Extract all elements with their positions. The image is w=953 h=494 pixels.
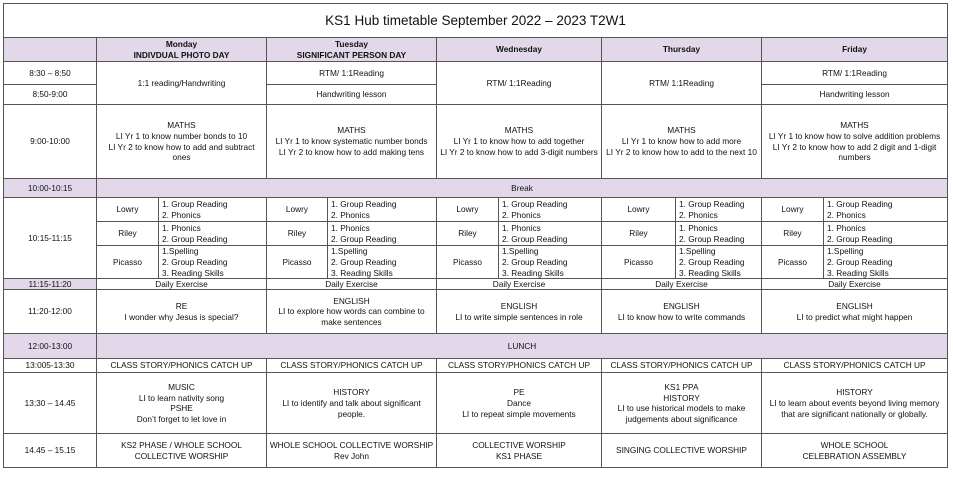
fri-english: ENGLISH LI to predict what might happen xyxy=(762,290,948,334)
time-1015: 10:15-11:15 xyxy=(4,198,97,279)
timetable-page xyxy=(3,3,947,490)
time-1115: 11:15-11:20 xyxy=(4,279,97,290)
mon-group-picasso: Picasso xyxy=(97,246,159,279)
time-1330: 13:30 – 14.45 xyxy=(4,373,97,434)
mon-early: 1:1 reading/Handwriting xyxy=(97,62,267,105)
mon-afternoon: MUSIC LI to learn nativity song PSHE Don’t forget to let love in xyxy=(97,373,267,434)
thu-maths: MATHS LI Yr 1 to know how to add more LI Yr 2 to know how to add to the next 10 xyxy=(602,105,762,179)
time-850: 8:50-9:00 xyxy=(4,85,97,105)
time-1120: 11:20-12:00 xyxy=(4,290,97,334)
mon-english: RE I wonder why Jesus is special? xyxy=(97,290,267,334)
mon-maths: MATHS LI Yr 1 to know number bonds to 10 LI Yr 2 to know how to add and subtract ones xyxy=(97,105,267,179)
wed-afternoon: PE Dance LI to repeat simple movements xyxy=(437,373,602,434)
fri-group-picasso-items: 1.Spelling 2. Group Reading 3. Reading Skills xyxy=(824,246,948,279)
thu-group-riley-items: 1. Phonics 2. Group Reading xyxy=(676,222,762,246)
tue-worship: WHOLE SCHOOL COLLECTIVE WORSHIP Rev John xyxy=(267,434,437,468)
day-header-monday: Monday INDIVDUAL PHOTO DAY xyxy=(97,38,267,62)
wed-group-riley-items: 1. Phonics 2. Group Reading xyxy=(499,222,602,246)
time-830: 8:30 – 8:50 xyxy=(4,62,97,85)
mon-group-riley: Riley xyxy=(97,222,159,246)
thu-story: CLASS STORY/PHONICS CATCH UP xyxy=(602,359,762,373)
tue-group-picasso-items: 1.Spelling 2. Group Reading 3. Reading Skills xyxy=(328,246,437,279)
thu-group-picasso-items: 1.Spelling 2. Group Reading 3. Reading Skills xyxy=(676,246,762,279)
day-header-row xyxy=(4,38,948,62)
thu-english: ENGLISH LI to know how to write commands xyxy=(602,290,762,334)
thu-daily-exercise: Daily Exercise xyxy=(602,279,762,290)
mon-group-lowry: Lowry xyxy=(97,198,159,222)
wed-worship: COLLECTIVE WORSHIP KS1 PHASE xyxy=(437,434,602,468)
day-header-wednesday: Wednesday xyxy=(437,38,602,62)
wed-daily-exercise: Daily Exercise xyxy=(437,279,602,290)
fri-early-2: Handwriting lesson xyxy=(762,85,948,105)
fri-group-lowry-items: 1. Group Reading 2. Phonics xyxy=(824,198,948,222)
wed-english: ENGLISH LI to write simple sentences in role xyxy=(437,290,602,334)
thu-group-picasso: Picasso xyxy=(602,246,676,279)
tue-group-riley: Riley xyxy=(267,222,328,246)
thu-group-lowry: Lowry xyxy=(602,198,676,222)
time-1300: 13:005-13:30 xyxy=(4,359,97,373)
tue-group-riley-items: 1. Phonics 2. Group Reading xyxy=(328,222,437,246)
tue-daily-exercise: Daily Exercise xyxy=(267,279,437,290)
tue-group-lowry: Lowry xyxy=(267,198,328,222)
wed-group-picasso: Picasso xyxy=(437,246,499,279)
fri-early-1: RTM/ 1:1Reading xyxy=(762,62,948,85)
header-corner xyxy=(4,38,97,62)
thu-group-lowry-items: 1. Group Reading 2. Phonics xyxy=(676,198,762,222)
fri-story: CLASS STORY/PHONICS CATCH UP xyxy=(762,359,948,373)
lunch-cell: LUNCH xyxy=(97,334,948,359)
fri-daily-exercise: Daily Exercise xyxy=(762,279,948,290)
tue-early-2: Handwriting lesson xyxy=(267,85,437,105)
timetable xyxy=(3,3,948,468)
time-900: 9:00-10:00 xyxy=(4,105,97,179)
mon-worship: KS2 PHASE / WHOLE SCHOOL COLLECTIVE WORSHIP xyxy=(97,434,267,468)
tue-early-1: RTM/ 1:1Reading xyxy=(267,62,437,85)
wed-story: CLASS STORY/PHONICS CATCH UP xyxy=(437,359,602,373)
day-header-tuesday: Tuesday SIGNIFICANT PERSON DAY xyxy=(267,38,437,62)
mon-daily-exercise: Daily Exercise xyxy=(97,279,267,290)
wed-group-riley: Riley xyxy=(437,222,499,246)
thu-early: RTM/ 1:1Reading xyxy=(602,62,762,105)
fri-maths: MATHS LI Yr 1 to know how to solve addition problems LI Yr 2 to know how to add 2 digit and 1-digit numbers xyxy=(762,105,948,179)
timetable-title: KS1 Hub timetable September 2022 – 2023 T2W1 xyxy=(4,4,948,38)
time-1000: 10:00-10:15 xyxy=(4,179,97,198)
day-header-friday: Friday xyxy=(762,38,948,62)
fri-worship: WHOLE SCHOOL CELEBRATION ASSEMBLY xyxy=(762,434,948,468)
fri-afternoon: HISTORY LI to learn about events beyond living memory that are significant nationally or globally. xyxy=(762,373,948,434)
tue-group-lowry-items: 1. Group Reading 2. Phonics xyxy=(328,198,437,222)
mon-group-riley-items: 1. Phonics 2. Group Reading xyxy=(159,222,267,246)
tue-maths: MATHS LI Yr 1 to know systematic number bonds LI Yr 2 to know how to add making tens xyxy=(267,105,437,179)
fri-group-riley-items: 1. Phonics 2. Group Reading xyxy=(824,222,948,246)
mon-group-lowry-items: 1. Group Reading 2. Phonics xyxy=(159,198,267,222)
time-1445: 14.45 – 15.15 xyxy=(4,434,97,468)
break-cell: Break xyxy=(97,179,948,198)
wed-early: RTM/ 1:1Reading xyxy=(437,62,602,105)
wed-group-picasso-items: 1.Spelling 2. Group Reading 3. Reading Skills xyxy=(499,246,602,279)
wed-maths: MATHS LI Yr 1 to know how to add together LI Yr 2 to know how to add 3-digit numbers xyxy=(437,105,602,179)
tue-afternoon: HISTORY LI to identify and talk about significant people. xyxy=(267,373,437,434)
tue-group-picasso: Picasso xyxy=(267,246,328,279)
fri-group-lowry: Lowry xyxy=(762,198,824,222)
time-1200: 12:00-13:00 xyxy=(4,334,97,359)
mon-group-picasso-items: 1.Spelling 2. Group Reading 3. Reading Skills xyxy=(159,246,267,279)
thu-group-riley: Riley xyxy=(602,222,676,246)
tue-english: ENGLISH LI to explore how words can combine to make sentences xyxy=(267,290,437,334)
thu-afternoon: KS1 PPA HISTORY LI to use historical models to make judgements about significance xyxy=(602,373,762,434)
tue-story: CLASS STORY/PHONICS CATCH UP xyxy=(267,359,437,373)
mon-story: CLASS STORY/PHONICS CATCH UP xyxy=(97,359,267,373)
fri-group-riley: Riley xyxy=(762,222,824,246)
wed-group-lowry-items: 1. Group Reading 2. Phonics xyxy=(499,198,602,222)
wed-group-lowry: Lowry xyxy=(437,198,499,222)
fri-group-picasso: Picasso xyxy=(762,246,824,279)
thu-worship: SINGING COLLECTIVE WORSHIP xyxy=(602,434,762,468)
day-header-thursday: Thursday xyxy=(602,38,762,62)
